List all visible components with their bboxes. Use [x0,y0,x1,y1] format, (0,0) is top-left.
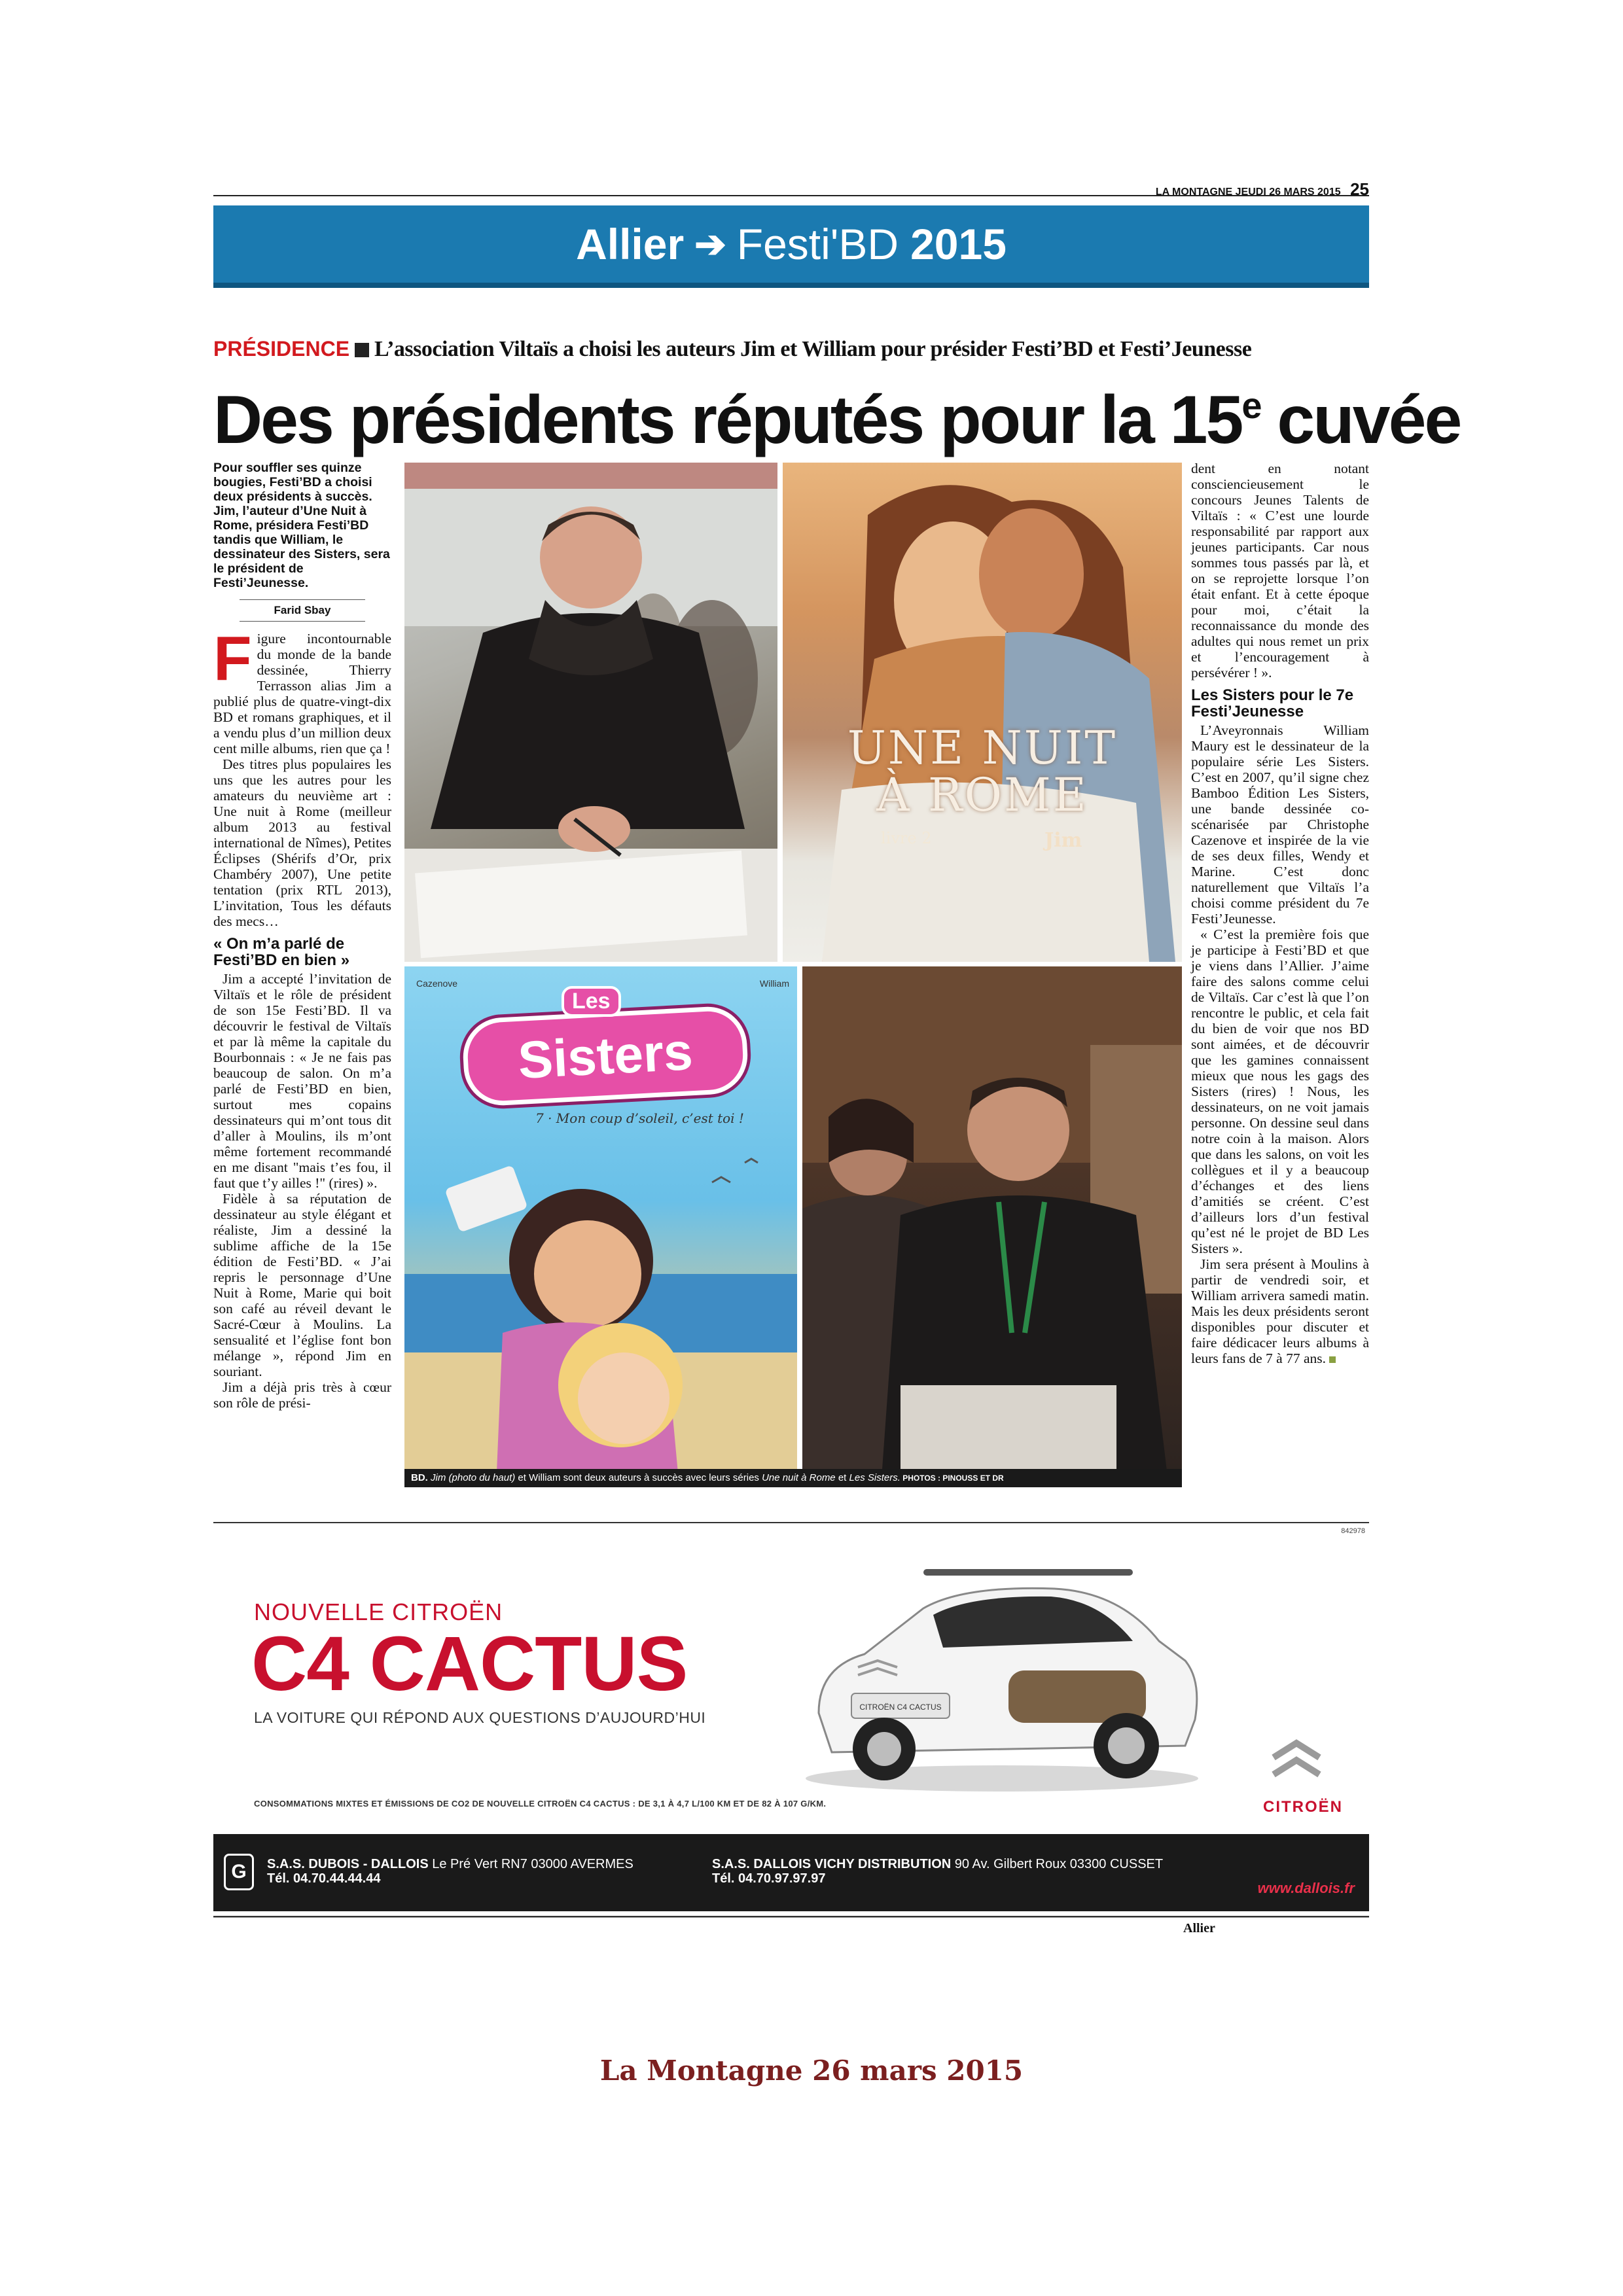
dealer-bar [213,1834,1369,1911]
photo-caption [404,1469,1182,1487]
article-byline: Farid Sbay [240,599,365,622]
cover-author-writer: Cazenove [416,978,458,989]
article-kicker [213,337,1369,362]
caption-credit: PHOTOS : PINOUSS ET DR [900,1474,1004,1483]
william-photo-illustration [802,966,1182,1487]
dealer-avermes [267,1857,633,1886]
sisters-logo: Sisters [461,1005,749,1108]
issue-date: JEUDI 26 MARS 2015 [1235,186,1341,198]
arrow-right-icon: ➔ [694,223,726,266]
photo-jim-signing [404,463,777,962]
running-header [213,179,1369,199]
cover-author: Jim [1044,829,1082,852]
cover-une-nuit-a-rome [783,463,1182,962]
article-lead: Pour souffler ses quinze bougies, Festi’BD a choisi deux présidents à succès. Jim, l’auteur d’Une Nuit à Rome, présidera Festi’BD tandis que William, le dessinateur des Sisters, sera le président de Festi’Jeunesse. [213,461,390,590]
subheading-1: « On m’a parlé de Festi’BD en bien » [213,935,350,969]
caption-part-3: Une nuit à Rome [762,1472,836,1483]
citroen-wordmark: CITROËN [1263,1798,1343,1816]
caption-part-5: Les Sisters. [849,1472,901,1483]
paragraph-3: Jim a accepté l’invitation de Viltaïs et le rôle de président de son 15e Festi’BD. Il va découvrir le festival de Viltaïs et par là même la capitale du Bourbonnais : « Je ne fais pas beaucoup de salon. On m’a parlé de Festi’BD en bien, surtout mes copains dessinateurs qui m’ont tous dit d’aller à Moulins, ils m’ont même fortement recommandé en me disant "mais t’es fou, il faut que t’y ailles !" (rires) ». [213,971,391,1191]
paragraph-1-text: igure incontournable du monde de la bande dessinée, Thierry Terrasson alias Jim a publié plus de quatre-vingt-dix BD et romans graphiques, et il a vendu plus d’un million deux cent mille albums, rien que ça ! [213,631,391,756]
page-number: 25 [1350,179,1369,199]
paragraph-5: Jim a déjà pris très à cœur son rôle de prési- [213,1379,391,1411]
paragraph-1 [213,624,391,756]
col3-paragraph-4 [1191,1256,1369,1366]
sisters-logo-les: Les [562,986,621,1017]
cover-tome: livre 2 [881,829,932,847]
drop-cap: F [213,624,252,694]
photo-grid [404,463,1182,1487]
cover-title-line-2: À ROME [876,768,1088,822]
kicker-text: L’association Viltaïs a choisi les auteurs Jim et William pour présider Festi’BD et Festi’Jeunesse [374,337,1252,361]
caption-part-1: Jim (photo du haut) [431,1472,516,1483]
dealer2-phone: Tél. 04.70.97.97.97 [712,1871,826,1886]
dealer1-phone: Tél. 04.70.44.44.44 [267,1871,381,1886]
paper-name: LA MONTAGNE [1155,186,1233,198]
cover-title [783,721,1182,822]
source-caption: La Montagne 26 mars 2015 [599,2055,1024,2087]
article-column-3 [1191,461,1369,1366]
running-header-text [1156,179,1369,200]
col3-paragraph-1: dent en notant consciencieusement le concours Jeunes Talents de Viltaïs : « C’est une lourde responsabilité par rapport aux jeunes participants. Car nous sommes tous passés par là, et on se reprojette lorsque l’on était enfant. Et à cette époque pour moi, c’était la reconnaissance du monde des adultes qui nous remet un prix et l’encouragement à persévérer ! ». [1191,461,1369,680]
citroen-chevrons-icon [1267,1731,1326,1790]
col3-paragraph-4-text: Jim sera présent à Moulins à partir de vendredi soir, et William arrivera samedi matin. Mais les deux présidents seront disponibles pour discuter et faire dédicacer leurs albums à leurs fans de 7 à 77 ans. [1191,1256,1369,1366]
ad-model-name: C4 CACTUS [251,1621,688,1707]
article-headline [213,366,1461,459]
footer-rule [213,1917,1369,1918]
caption-part-2: et William sont deux auteurs à succès avec leurs séries [515,1472,762,1483]
dealer1-name: S.A.S. DUBOIS - DALLOIS [267,1857,429,1871]
banner-region: Allier [576,220,685,268]
car-icon [793,1549,1211,1798]
jim-photo-illustration [404,463,777,962]
end-mark-icon [1329,1356,1336,1363]
ad-overline: NOUVELLE CITROËN [254,1598,503,1625]
cover-author-artist: William [759,978,789,989]
cover-illustration [783,463,1182,962]
caption-part-4: et [835,1472,849,1483]
dealer1-address: Le Pré Vert RN7 03000 AVERMES [432,1857,633,1871]
article-column-1 [213,461,391,1411]
col3-paragraph-2: L’Aveyronnais William Maury est le dessinateur de la populaire série Les Sisters. C’est en 2007, qu’il signe chez Bamboo Édition Les Sisters, une bande dessinée co-scénarisée par Christophe Cazenove et inspirée de la vie de ses deux filles, Wendy et Marine. C’est donc naturellement que Viltaïs l’a choisi comme président du 7e Festi’Jeunesse. [1191,722,1369,927]
section-banner [213,205,1369,288]
photo-william-signing [802,966,1182,1487]
ad-reference: 842978 [1341,1527,1365,1535]
dealer-logo-icon: G [224,1854,254,1890]
dealer2-address: 90 Av. Gilbert Roux 03300 CUSSET [954,1857,1164,1871]
paragraph-4: Fidèle à sa réputation de dessinateur au style élégant et réaliste, Jim a dessiné la sublime affiche de la 15e édition de Festi’BD. « J’ai repris le personnage d’Une Nuit à Rome, Marie qui boit son café au réveil devant le Sacré-Cœur à Moulins. La sensualité et l’église font bon mélange », répond Jim en souriant. [213,1191,391,1379]
paragraph-2: Des titres plus populaires les uns que les autres pour les amateurs du neuvième art : Une nuit à Rome (meilleur album 2013 au festival international de Nîmes), Petites Éclipses (Shérifs d’Or, prix Chambéry 2007), Une petite tentation (prix RTL 2013), L’invitation, Tous les défauts des mecs… [213,756,391,929]
subheading-2: Les Sisters pour le 7e Festi’Jeunesse [1191,686,1354,720]
square-bullet-icon [355,343,369,357]
caption-lead: BD. [411,1472,428,1483]
section-footer: Allier [1183,1921,1215,1935]
col3-paragraph-3: « C’est la première fois que je participe à Festi’BD et que je viens dans l’Allier. J’aime faire des salons comme celui de Viltaïs. Car c’est là que l’on rencontre le public, et cela fait du bien de voir que nos BD sont aimées, et de découvrir que les gamines connaissent mieux que nous les gags des Sisters (rires) ! Nous, les dessinateurs, on ne voit jamais personne. On dessine seul dans notre coin à la maison. Alors que dans les salons, on voit les collègues et il y a beaucoup d’échanges et des liens d’amitiés se créent. C’est d’ailleurs lors d’un festival qu’est né le projet de BD Les Sisters ». [1191,927,1369,1256]
banner-year: 2015 [910,220,1007,268]
cover-title-line-1: UNE NUIT [847,721,1118,775]
headline-main: Des présidents réputés pour la 15 [213,382,1242,458]
banner-event: Festi'BD [736,220,899,268]
dealer-website: www.dallois.fr [1257,1880,1355,1896]
cover-les-sisters [404,966,797,1487]
citroen-advertisement [213,1522,1369,1917]
license-plate: CITROËN C4 CACTUS [859,1703,942,1712]
ad-legal-notice: CONSOMMATIONS MIXTES ET ÉMISSIONS DE CO2 DE NOUVELLE CITROËN C4 CACTUS : DE 3,1 À 4,7 L/100 KM ET DE 82 À 107 G/KM. [254,1799,827,1809]
sisters-subtitle: 7 · Mon coup d’soleil, c’est toi ! [535,1110,744,1126]
dealer2-name: S.A.S. DALLOIS VICHY DISTRIBUTION [712,1857,952,1871]
ad-tagline: LA VOITURE QUI RÉPOND AUX QUESTIONS D’AUJOURD’HUI [254,1709,706,1726]
headline-superscript: e [1241,385,1260,426]
dealer-cusset [712,1857,1163,1886]
kicker-section: PRÉSIDENCE [213,337,350,361]
headline-end: cuvée [1260,382,1461,458]
